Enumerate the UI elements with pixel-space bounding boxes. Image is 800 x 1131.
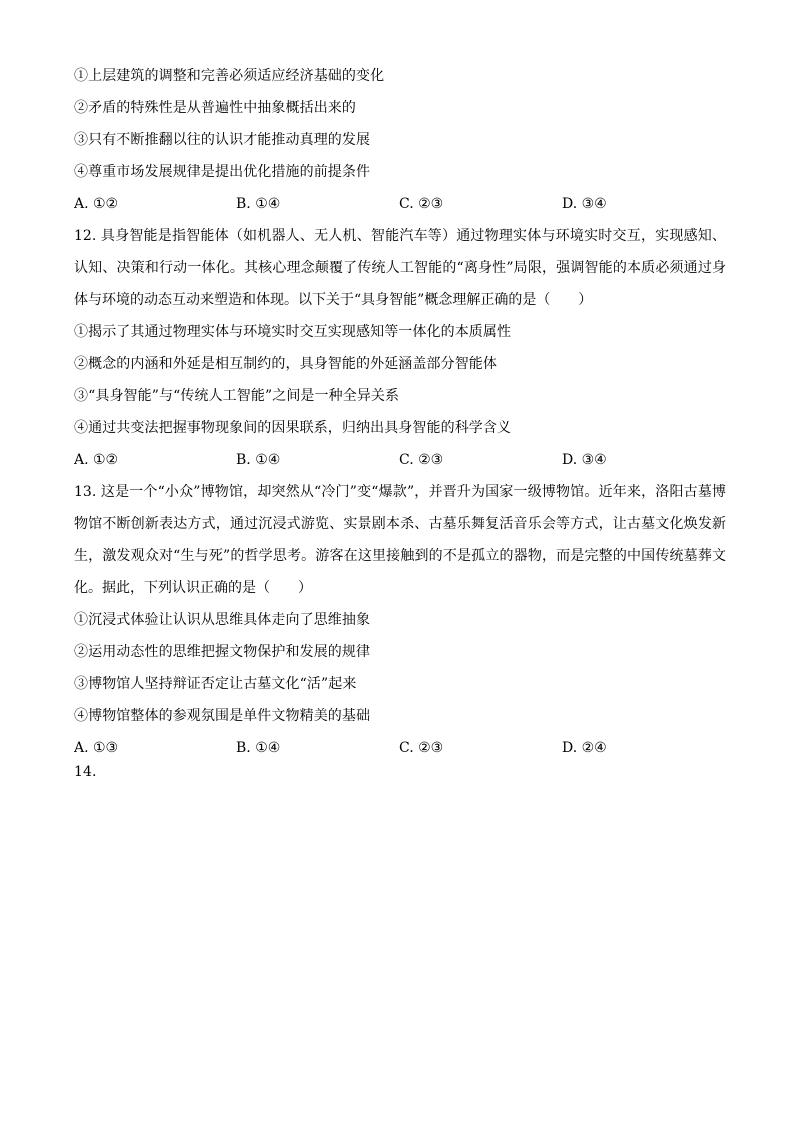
q12-option-d: D. ③④ xyxy=(562,452,607,468)
option-a: A. ①② xyxy=(74,196,119,212)
q13-option-d: D. ②④ xyxy=(562,740,607,756)
q12-statement-4: ④通过共变法把握事物现象间的因果联系，归纳出具身智能的科学含义 xyxy=(74,420,512,436)
q12-statement-3: ③“具身智能”与“传统人工智能”之间是一种全异关系 xyxy=(74,388,400,404)
statement-3: ③只有不断推翻以往的认识才能推动真理的发展 xyxy=(74,132,371,148)
q12-option-b: B. ①④ xyxy=(236,452,281,468)
q12-answer-options xyxy=(74,452,734,468)
statement-2: ②矛盾的特殊性是从普遍性中抽象概括出来的 xyxy=(74,100,356,116)
q13-answer-options xyxy=(74,740,734,756)
q13-statement-2: ②运用动态性的思维把握文物保护和发展的规律 xyxy=(74,644,371,660)
option-d: D. ③④ xyxy=(562,196,607,212)
question-14-number: 14. xyxy=(74,764,97,780)
statement-1: ①上层建筑的调整和完善必须适应经济基础的变化 xyxy=(74,68,385,84)
q13-statement-4: ④博物馆整体的参观氛围是单件文物精美的基础 xyxy=(74,708,371,724)
statement-4: ④尊重市场发展规律是提出优化措施的前提条件 xyxy=(74,164,371,180)
question-13-stem: 13. 这是一个“小众”博物馆，却突然从“冷门”变“爆款”，并晋升为国家一级博物馆。近年来，洛阳古墓博物馆不断创新表达方式，通过沉浸式游览、实景剧本杀、古墓乐舞复活音乐会等方式，让古墓文化焕发新生，激发观众对“生与死”的哲学思考。游客在这里接触到的不是孤立的器物，而是完整的中国传统墓葬文化。据此，下列认识正确的是（ ） xyxy=(74,484,726,596)
q13-option-b: B. ①④ xyxy=(236,740,281,756)
q13-option-a: A. ①③ xyxy=(74,740,119,756)
q13-statement-1: ①沉浸式体验让认识从思维具体走向了思维抽象 xyxy=(74,612,371,628)
q12-statement-2: ②概念的内涵和外延是相互制约的，具身智能的外延涵盖部分智能体 xyxy=(74,356,497,372)
q12-option-a: A. ①② xyxy=(74,452,119,468)
option-c: C. ②③ xyxy=(399,196,444,212)
answer-options xyxy=(74,196,734,212)
q13-option-c: C. ②③ xyxy=(399,740,444,756)
q12-statement-1: ①揭示了其通过物理实体与环境实时交互实现感知等一体化的本质属性 xyxy=(74,324,512,340)
q12-option-c: C. ②③ xyxy=(399,452,444,468)
question-12-stem: 12. 具身智能是指智能体（如机器人、无人机、智能汽车等）通过物理实体与环境实时交互，实现感知、认知、决策和行动一体化。其核心理念颠覆了传统人工智能的“离身性”局限，强调智能的本质必须通过身体与环境的动态互动来塑造和体现。以下关于“具身智能”概念理解正确的是（ ） xyxy=(74,228,726,308)
q13-statement-3: ③博物馆人坚持辩证否定让古墓文化“活”起来 xyxy=(74,676,357,692)
option-b: B. ①④ xyxy=(236,196,281,212)
